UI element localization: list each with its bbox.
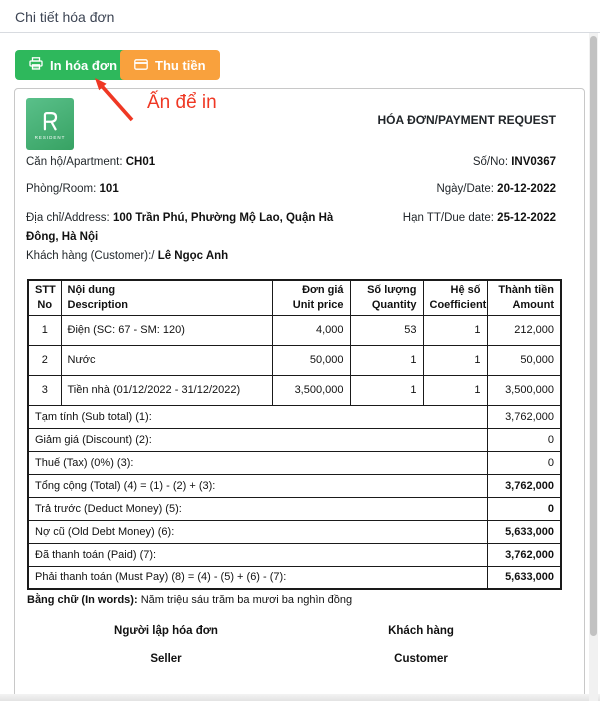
invoice-title: HÓA ĐƠN/PAYMENT REQUEST <box>377 113 556 127</box>
invoice-table <box>27 279 562 590</box>
summary-row-old-debt: Nợ cũ (Old Debt Money) (6): 5,633,000 <box>28 520 561 543</box>
annotation-press-to-print: Ấn để in <box>147 92 217 113</box>
apartment-line: Căn hộ/Apartment: CH01 <box>26 156 156 168</box>
modal-header <box>0 0 600 33</box>
table-row: 2 Nước 50,000 1 1 50,000 <box>28 345 561 375</box>
invoice-no-value: INV0367 <box>511 156 556 168</box>
summary-row-tax: Thuế (Tax) (0%) (3): 0 <box>28 451 561 474</box>
seller-signature-subtitle: Seller <box>150 653 182 665</box>
customer-value: Lê Ngọc Anh <box>157 250 229 262</box>
customer-signature-subtitle: Customer <box>394 653 448 665</box>
customer-signature-title: Khách hàng <box>388 625 454 637</box>
table-row: 1 Điện (SC: 67 - SM: 120) 4,000 53 1 212,000 <box>28 315 561 345</box>
scrollbar-thumb[interactable] <box>590 36 597 636</box>
scrollbar-track[interactable] <box>589 33 598 701</box>
summary-row-deduct: Trả trước (Deduct Money) (5): 0 <box>28 497 561 520</box>
invoice-no-line: Số/No: INV0367 <box>472 156 556 168</box>
modal-bottom-edge <box>0 694 600 701</box>
seller-signature-title: Người lập hóa đơn <box>114 625 218 637</box>
logo-r-icon <box>38 109 62 133</box>
summary-row-discount: Giảm giá (Discount) (2): 0 <box>28 428 561 451</box>
customer-line: Khách hàng (Customer):/ Lê Ngọc Anh <box>26 250 229 262</box>
print-invoice-label: In hóa đơn <box>50 57 118 73</box>
table-row: 3 Tiền nhà (01/12/2022 - 31/12/2022) 3,500,000 1 1 3,500,000 <box>28 375 561 405</box>
table-header-row: STT No Nội dung Description Đơn giá Unit price Số lượng Quantity Hệ số Coefficient Thành tiền Amount <box>28 280 561 315</box>
amount-in-words: Bằng chữ (In words): Năm triệu sáu trăm ba mươi ba nghìn đồng <box>27 594 353 606</box>
due-date-line: Hạn TT/Due date: 25-12-2022 <box>402 212 556 224</box>
invoice-date-line: Ngày/Date: 20-12-2022 <box>436 183 556 195</box>
logo-brand-text: RESIDENT <box>34 134 66 140</box>
summary-row-total: Tổng cộng (Total) (4) = (1) - (2) + (3): 3,762,000 <box>28 474 561 497</box>
resident-logo <box>26 98 74 150</box>
apartment-value: CH01 <box>125 156 156 168</box>
summary-row-paid: Đã thanh toán (Paid) (7): 3,762,000 <box>28 543 561 566</box>
invoice-sheet <box>14 88 585 701</box>
summary-row-subtotal: Tạm tính (Sub total) (1): 3,762,000 <box>28 405 561 428</box>
address-line: Địa chỉ/Address: 100 Trần Phú, Phường Mộ Lao, Quận Hà Đông, Hà Nội <box>26 212 334 243</box>
modal-title: Chi tiết hóa đơn <box>15 9 115 25</box>
address-value: 100 Trần Phú, Phường Mộ Lao, Quận Hà Đông, Hà Nội <box>26 212 334 243</box>
collect-money-label: Thu tiền <box>155 57 206 73</box>
printer-icon <box>29 57 43 73</box>
annotation-arrow-icon <box>80 70 150 135</box>
room-line: Phòng/Room: 101 <box>26 183 119 195</box>
due-date-value: 25-12-2022 <box>497 212 556 224</box>
room-value: 101 <box>99 183 119 195</box>
summary-row-must-pay: Phải thanh toán (Must Pay) (8) = (4) - (5) + (6) - (7): 5,633,000 <box>28 566 561 589</box>
invoice-date-value: 20-12-2022 <box>497 183 556 195</box>
